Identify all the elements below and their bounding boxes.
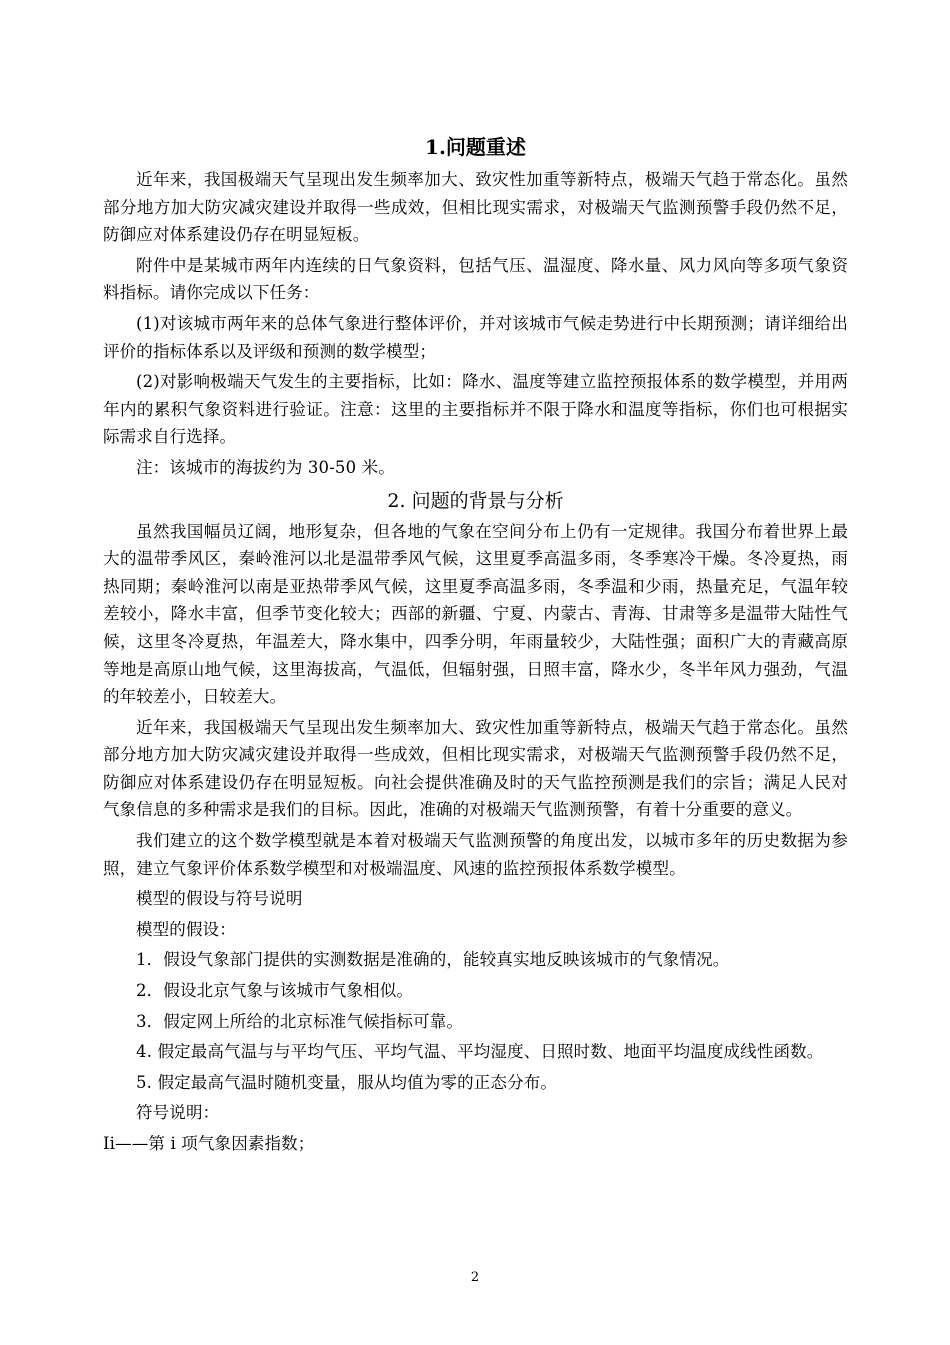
section-2-paragraph: 虽然我国幅员辽阔，地形复杂，但各地的气象在空间分布上仍有一定规律。我国分布着世界上最大的温带季风区，秦岭淮河以北是温带季风气候，这里夏季高温多雨，冬季寒冷干燥。冬冷夏热，雨热同期；秦岭淮河以南是亚热带季风气候，这里夏季高温多雨，冬季温和少雨，热量充足，气温年较差较小，降水丰富，但季节变化较大；西部的新疆、宁夏、内蒙古、青海、甘肃等多是温带大陆性气候，这里冬冷夏热，年温差大，降水集中，四季分明，年雨量较少，大陆性强；面积广大的青藏高原等地是高原山地气候，这里海拔高，气温低，但辐射强，日照丰富，降水少，冬半年风力强劲，气温的年较差小，日较差大。 bbox=[103, 521, 848, 707]
section-1-title: 1.问题重述 bbox=[425, 135, 526, 159]
assumption-item: 4. 假定最高气温与与平均气压、平均气温、平均湿度、日照时数、地面平均温度成线性函数。 bbox=[136, 1042, 824, 1062]
section-1-paragraph: 附件中是某城市两年内连续的日气象资料，包括气压、温湿度、降水量、风力风向等多项气象资料指标。请你完成以下任务： bbox=[103, 255, 848, 303]
altitude-note: 注：该城市的海拔约为 30-50 米。 bbox=[136, 457, 395, 477]
section-2-paragraph: 我们建立的这个数学模型就是本着对极端天气监测预警的角度出发，以城市多年的历史数据为参照，建立气象评价体系数学模型和对极端温度、风速的监控预报体系数学模型。 bbox=[103, 831, 848, 878]
assumption-item: 2．假设北京气象与该城市气象相似。 bbox=[136, 981, 414, 1001]
page-number: 2 bbox=[470, 1270, 480, 1285]
section-1-paragraph: 近年来，我国极端天气呈现出发生频率加大、致灾性加重等新特点，极端天气趋于常态化。虽然部分地方加大防灾减灾建设并取得一些成效，但相比现实需求，对极端天气监测预警手段仍然不足，防御应对体系建设仍存在明显短板。 bbox=[103, 170, 848, 245]
assumption-item: 3．假定网上所给的北京标准气候指标可靠。 bbox=[136, 1011, 463, 1031]
assumption-item: 1．假设气象部门提供的实测数据是准确的，能较真实地反映该城市的气象情况。 bbox=[136, 950, 730, 970]
section-2-paragraph: 近年来，我国极端天气呈现出发生频率加大、致灾性加重等新特点，极端天气趋于常态化。虽然部分地方加大防灾减灾建设并取得一些成效，但相比现实需求，对极端天气监测预警手段仍然不足，防御应对体系建设仍存在明显短板。向社会提供准确及时的天气监控预测是我们的宗旨；满足人民对气象信息的多种需求是我们的目标。因此，准确的对极端天气监测预警，有着十分重要的意义。 bbox=[103, 717, 848, 820]
task-1-paragraph: (1)对该城市两年来的总体气象进行整体评价，并对该城市气候走势进行中长期预测；请详细给出评价的指标体系以及评级和预测的数学模型； bbox=[103, 313, 848, 361]
task-2-paragraph: (2)对影响极端天气发生的主要指标，比如：降水、温度等建立监控预报体系的数学模型，并用两年内的累积气象资料进行验证。注意：这里的主要指标并不限于降水和温度等指标，你们也可根据实际需求自行选择。 bbox=[103, 372, 848, 447]
assumption-item: 5. 假定最高气温时随机变量，服从均值为零的正态分布。 bbox=[136, 1072, 558, 1092]
assumptions-label: 模型的假设： bbox=[136, 919, 236, 939]
assumption-heading: 模型的假设与符号说明 bbox=[136, 889, 303, 909]
symbol-definition: Ii——第 i 项气象因素指数； bbox=[103, 1134, 315, 1153]
symbols-label: 符号说明： bbox=[136, 1103, 220, 1123]
section-2-title: 2. 问题的背景与分析 bbox=[387, 489, 564, 512]
page-content bbox=[103, 132, 848, 1161]
